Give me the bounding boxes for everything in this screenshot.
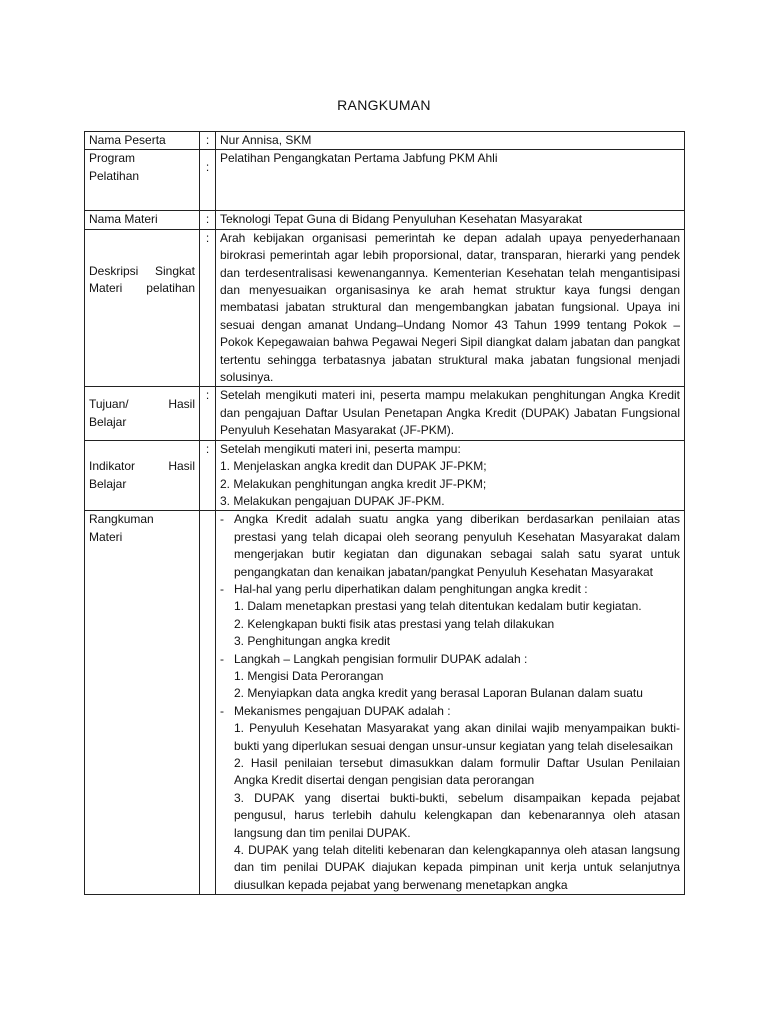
colon: : [200,229,216,387]
list-item: 1. Menjelaskan angka kredit dan DUPAK JF-PKM; [220,459,487,474]
list-item: 1. Mengisi Data Perorangan [234,668,384,683]
colon: : [200,132,216,150]
table-row [85,387,685,440]
colon-cell [200,511,216,895]
bullet-item [220,581,680,598]
bullet-item [220,651,680,668]
colon: : [200,211,216,229]
list-item: 2. Menyiapkan data angka kredit yang berasal Laporan Bulanan dalam suatu [234,686,643,701]
row-value: Teknologi Tepat Guna di Bidang Penyuluhan Kesehatan Masyarakat [216,211,685,229]
bullet-item [220,511,680,581]
table-row [85,211,685,229]
bullet-text: Mekanismes pengajuan DUPAK adalah : [234,703,451,718]
row-value: Arah kebijakan organisasi pemerintah ke depan adalah upaya penyederhanaan birokrasi pemerintah agar lebih proporsional, datar, transparan, hierarki yang pendek dan terdesentralisasi kewenangannya. Kementerian Kesehatan telah mengantisipasi dan menyesuaikan organisasinya ke arah hemat struktur kaya fungsi dengan membatasi jabatan struktural dan mengembangkan jabatan fungsional. Upaya ini sesuai dengan amanat Undang–Undang Nomor 43 Tahun 1999 tentang Pokok – Pokok Kepegawaian bahwa Pegawai Negeri Sipil diangkat dalam jabatan dan pangkat tertentu sehingga terbatasnya jabatan struktural maka jabatan fungsional menjadi solusinya. [216,229,685,387]
list-item: 2. Melakukan penghitungan angka kredit JF-PKM; [220,476,487,491]
bullet-text: Angka Kredit adalah suatu angka yang diberikan berdasarkan penilaian atas prestasi yang telah dicapai oleh seorang penyuluh Kesehatan Masyarakat dalam mengerjakan butir kegiatan dan digunakan sebagai salah satu syarat untuk pengangkatan dan kenaikan jabatan/pangkat Penyuluh Kesehatan Masyarakat [234,512,680,579]
row-label: Program Pelatihan [85,150,200,211]
row-value [216,440,685,511]
bullet-text: Langkah – Langkah pengisian formulir DUPAK adalah : [234,651,528,666]
row-value: Pelatihan Pengangkatan Pertama Jabfung PKM Ahli [216,150,685,211]
row-value: Nur Annisa, SKM [216,132,685,150]
row-label [85,387,200,440]
bullet-item [220,703,680,720]
bullet-dash: - [220,581,224,596]
row-label: Rangkuman Materi [85,511,200,895]
row-label [85,440,200,511]
bullet-dash: - [220,512,224,527]
list-item: 2. Kelengkapan bukti fisik atas prestasi yang telah dilakukan [234,616,555,631]
summary-table [84,131,685,895]
bullet-dash: - [220,703,224,718]
colon: : [200,387,216,440]
colon: : [200,150,216,211]
list-item: 3. Penghitungan angka kredit [234,634,391,649]
table-row [85,229,685,387]
indikator-intro: Setelah mengikuti materi ini, peserta mampu: [220,441,461,456]
label-text: Deskripsi Singkat Materi pelatihan [89,263,195,296]
bullet-text: Hal-hal yang perlu diperhatikan dalam penghitungan angka kredit : [234,581,588,596]
list-item: 3. Melakukan pengajuan DUPAK JF-PKM. [220,493,445,508]
list-item: 1. Penyuluh Kesehatan Masyarakat yang akan dinilai wajib menyampaikan bukti-bukti yang diperlukan sesuai dengan unsur-unsur kegiatan yang telah diselesaikan [234,721,680,753]
table-row [85,132,685,150]
colon: : [200,440,216,511]
row-value [216,511,685,895]
table-row [85,511,685,895]
list-item: 1. Dalam menetapkan prestasi yang telah ditentukan kedalam butir kegiatan. [234,599,642,614]
bullet-dash: - [220,651,224,666]
label-text: Indikator Hasil Belajar [89,459,195,491]
list-item: 2. Hasil penilaian tersebut dimasukkan dalam formulir Daftar Usulan Penilaian Angka Kredit disertai dengan pengisian data perorangan [234,756,680,788]
list-item: 3. DUPAK yang disertai bukti-bukti, sebelum disampaikan kepada pejabat pengusul, harus terlebih dahulu kelengkapan dan kebenarannya oleh atasan langsung dan tim penilai DUPAK. [234,790,680,840]
page-title: RANGKUMAN [337,97,431,113]
list-item: 4. DUPAK yang telah diteliti kebenaran dan kelengkapannya oleh atasan langsung dan tim penilai DUPAK diajukan kepada pimpinan unit kerja untuk selanjutnya diusulkan kepada pejabat yang berwenang menetapkan angka [234,843,680,892]
label-text: Tujuan/ Hasil Belajar [89,397,195,429]
row-label: Nama Peserta [85,132,200,150]
table-row [85,150,685,211]
row-label [85,229,200,387]
row-value: Setelah mengikuti materi ini, peserta mampu melakukan penghitungan Angka Kredit dan pengajuan Daftar Usulan Penetapan Angka Kredit (DUPAK) Jabatan Fungsional Penyuluh Kesehatan Masyarakat (JF-PKM). [216,387,685,440]
table-row [85,440,685,511]
row-label: Nama Materi [85,211,200,229]
